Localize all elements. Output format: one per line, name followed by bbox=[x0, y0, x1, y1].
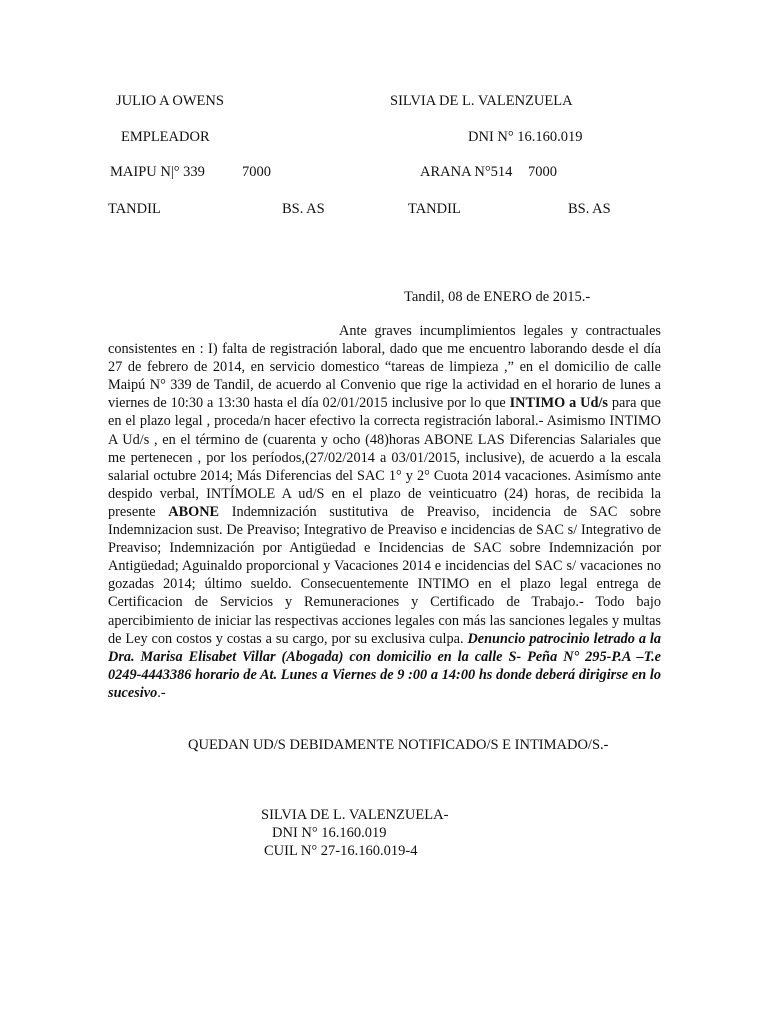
letter-lawyer-notice: Denuncio patrocinio letrado a la Dra. Marisa Elisabet Villar (Abogada) con domicilio en la calle S- Peña N° 295-P.A –T.e 0249-4443386 horario de At. Lunes a Viernes de 9 :00 a 14:00 hs donde deberá dirigirse en lo sucesivo bbox=[108, 630, 662, 701]
letter-bold-abone: ABONE bbox=[168, 503, 220, 520]
employer-province: BS. AS bbox=[282, 201, 325, 217]
signature-dni: DNI N° 16.160.019 bbox=[272, 825, 387, 841]
letter-text-part-1: Ante graves incumplimientos legales y contractuales consistentes en : I) falta de registración laboral, dado que me encuentro laborando desde el día 27 de febrero de 2014, en servicio domestico “tareas de limpieza ,” en el domicilio de calle Maipú N° 339 de Tandil, de acuerdo al Convenio que rige la actividad en el horario de lunes a viernes de 10:30 a 13:30 hasta el día 02/01/2015 inclusive por lo que bbox=[108, 323, 661, 412]
employee-name: SILVIA DE L. VALENZUELA bbox=[390, 93, 573, 109]
employer-zip: 7000 bbox=[242, 164, 271, 180]
employee-zip: 7000 bbox=[528, 164, 557, 180]
date-line: Tandil, 08 de ENERO de 2015.- bbox=[404, 289, 591, 305]
letter-text-part-2: para que en el plazo legal , proceda/n hacer efectivo la correcta registración laboral.- Asimismo INTIMO A Ud/s , en el término de (cuarenta y ocho (48)horas ABONE LAS Diferencias Salariales que me pertenecen , por los períodos,(27/02/2014 a 03/01/2015, inclusive), de acuerdo a la escala salarial octubre 2014; Más Diferencias del SAC 1° y 2° Cuota 2014 vacaciones. Asimísmo ante despido verbal, INTÍMOLE A ud/S en el plazo de veinticuatro (24) horas, de recibida la presente bbox=[108, 395, 661, 520]
employee-dni: DNI N° 16.160.019 bbox=[468, 129, 583, 145]
letter-bold-intimo: INTIMO a Ud/s bbox=[509, 395, 608, 412]
employee-city: TANDIL bbox=[408, 201, 461, 217]
letter-body bbox=[108, 322, 661, 702]
signature-name: SILVIA DE L. VALENZUELA- bbox=[261, 807, 449, 823]
letter-text-end: .- bbox=[157, 684, 166, 701]
employee-address: ARANA N°514 bbox=[420, 164, 513, 180]
signature-cuil: CUIL N° 27-16.160.019-4 bbox=[264, 843, 418, 859]
employer-address: MAIPU N|° 339 bbox=[110, 164, 205, 180]
letter-text-part-3: Indemnización sustitutiva de Preaviso, incidencia de SAC sobre Indemnizacion sust. De Preaviso; Integrativo de Preaviso e incidencias de SAC s/ Integrativo de Preaviso; Indemnización por Antigüedad e Incidencias de SAC sobre Indemnización por Antigüedad; Aguinaldo proporcional y Vacaciones 2014 e incidencias del SAC s/ vacaciones no gozadas 2014; último sueldo. Consecuentemente INTIMO en el plazo legal entrega de Certificacion de Servicios y Remuneraciones y Certificado de Trabajo.- Todo bajo apercibimiento de iniciar las respectivas acciones legales con más las sanciones legales y multas de Ley con costos y costas a su cargo, por su exclusiva culpa. bbox=[108, 503, 661, 647]
employer-role: EMPLEADOR bbox=[121, 129, 210, 145]
employer-name: JULIO A OWENS bbox=[116, 93, 224, 109]
closing-statement: QUEDAN UD/S DEBIDAMENTE NOTIFICADO/S E INTIMADO/S.- bbox=[188, 737, 609, 753]
employer-city: TANDIL bbox=[108, 201, 161, 217]
employee-province: BS. AS bbox=[568, 201, 611, 217]
